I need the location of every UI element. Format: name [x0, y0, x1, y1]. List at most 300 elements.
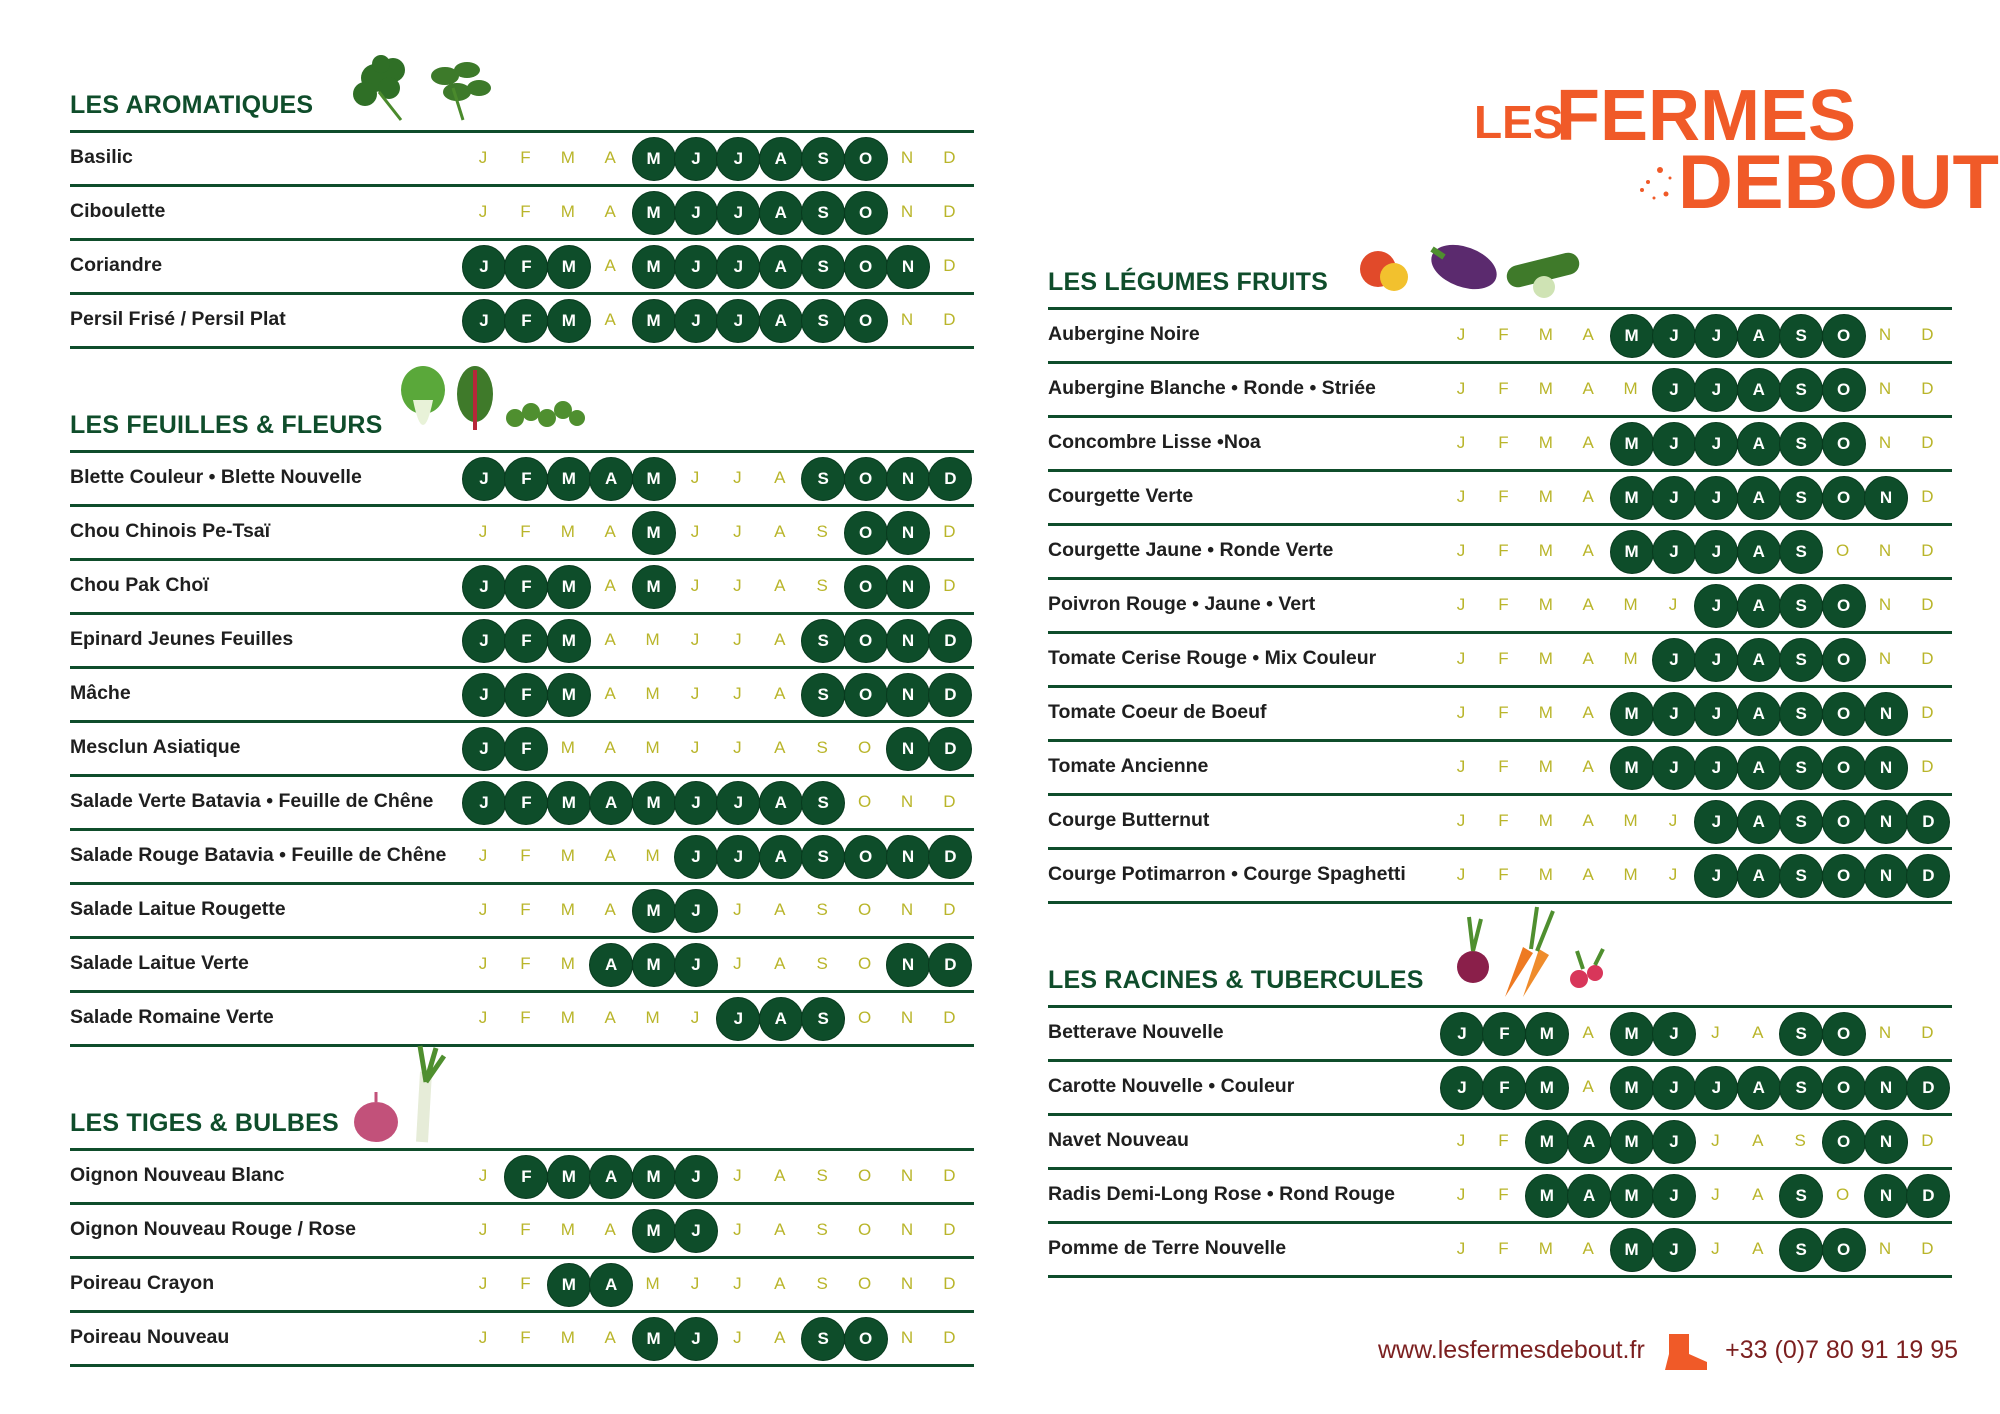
- month-availability: [462, 565, 972, 609]
- month-available: N: [1864, 1120, 1908, 1164]
- month-unavailable: M: [1538, 433, 1553, 452]
- month-available: F: [504, 565, 548, 609]
- month-unavailable: J: [1456, 703, 1466, 722]
- month-unavailable: J: [1711, 1185, 1720, 1204]
- month-unavailable: O: [857, 1220, 872, 1239]
- month-unavailable: D: [1921, 541, 1934, 560]
- product-name: Pomme de Terre Nouvelle: [1048, 1237, 1287, 1259]
- month-available: F: [504, 1155, 548, 1199]
- month-available: J: [1694, 530, 1738, 574]
- month-available: N: [886, 245, 930, 289]
- month-available: J: [462, 565, 506, 609]
- month-available: J: [1652, 1228, 1696, 1272]
- month-unavailable: M: [1538, 595, 1553, 614]
- month-available: A: [1737, 800, 1781, 844]
- month-unavailable: J: [478, 1328, 488, 1347]
- month-unavailable: S: [816, 576, 828, 595]
- month-unavailable: J: [1456, 1185, 1466, 1204]
- month-unavailable: M: [645, 684, 660, 703]
- month-unavailable: A: [604, 900, 616, 919]
- bok-choy-icon: [395, 360, 595, 452]
- month-unavailable: J: [1456, 1239, 1466, 1258]
- product-name: Tomate Cerise Rouge • Mix Couleur: [1048, 647, 1377, 669]
- month-available: O: [1822, 422, 1866, 466]
- month-unavailable: J: [733, 522, 742, 541]
- month-available: S: [801, 299, 845, 343]
- month-unavailable: J: [690, 738, 700, 757]
- month-unavailable: M: [560, 738, 575, 757]
- month-available: J: [1652, 692, 1696, 736]
- month-unavailable: J: [690, 1274, 700, 1293]
- month-available: J: [1440, 1012, 1484, 1056]
- month-unavailable: N: [900, 1008, 914, 1027]
- month-unavailable: M: [560, 522, 575, 541]
- product-row: [1048, 1116, 1952, 1170]
- month-available: A: [1737, 638, 1781, 682]
- month-unavailable: D: [943, 1328, 956, 1347]
- month-available: O: [1822, 800, 1866, 844]
- month-available: M: [632, 565, 676, 609]
- product-row: [70, 187, 974, 241]
- month-unavailable: F: [1498, 541, 1509, 560]
- month-available: S: [1779, 314, 1823, 358]
- product-name: Tomate Ancienne: [1048, 755, 1209, 777]
- month-available: O: [1822, 854, 1866, 898]
- month-available: N: [1864, 746, 1908, 790]
- product-name: Aubergine Noire: [1048, 323, 1200, 345]
- month-unavailable: M: [1538, 703, 1553, 722]
- leek-icon: [420, 1046, 444, 1142]
- month-unavailable: J: [690, 576, 700, 595]
- month-available: M: [1610, 692, 1654, 736]
- month-unavailable: A: [774, 1166, 786, 1185]
- month-availability: [1440, 1120, 1950, 1164]
- month-unavailable: M: [560, 954, 575, 973]
- month-available: J: [1694, 800, 1738, 844]
- month-available: J: [1694, 314, 1738, 358]
- month-available: A: [589, 457, 633, 501]
- month-available: F: [504, 727, 548, 771]
- month-available: S: [1779, 1012, 1823, 1056]
- month-available: J: [1652, 368, 1696, 412]
- month-unavailable: J: [478, 1008, 488, 1027]
- product-name: Oignon Nouveau Blanc: [70, 1164, 285, 1186]
- month-available: J: [674, 943, 718, 987]
- month-available: O: [844, 457, 888, 501]
- month-available: A: [1567, 1174, 1611, 1218]
- month-unavailable: S: [816, 1220, 828, 1239]
- month-unavailable: J: [733, 900, 742, 919]
- product-name: Salade Laitue Verte: [70, 952, 249, 974]
- parsley-icon: [345, 48, 505, 128]
- month-unavailable: F: [520, 1220, 531, 1239]
- phone-number[interactable]: +33 (0)7 80 91 19 95: [1725, 1336, 1958, 1364]
- month-available: M: [632, 511, 676, 555]
- month-available: J: [1652, 1174, 1696, 1218]
- month-available: J: [1694, 584, 1738, 628]
- product-name: Mâche: [70, 682, 131, 704]
- month-available: M: [547, 565, 591, 609]
- month-unavailable: F: [1498, 757, 1509, 776]
- month-unavailable: M: [1538, 811, 1553, 830]
- month-available: A: [1737, 368, 1781, 412]
- month-unavailable: J: [478, 202, 488, 221]
- product-row: [70, 1259, 974, 1313]
- month-unavailable: A: [604, 1220, 616, 1239]
- month-available: J: [462, 619, 506, 663]
- section-feuilles-fleurs: [70, 390, 974, 1047]
- month-unavailable: F: [1498, 649, 1509, 668]
- month-available: S: [801, 457, 845, 501]
- month-unavailable: O: [857, 1166, 872, 1185]
- month-available: D: [1906, 854, 1950, 898]
- product-name: Poireau Crayon: [70, 1272, 215, 1294]
- month-unavailable: A: [1582, 595, 1594, 614]
- month-unavailable: S: [816, 1166, 828, 1185]
- section-aromatiques: [70, 70, 974, 349]
- month-available: S: [1779, 746, 1823, 790]
- product-row: [1048, 634, 1952, 688]
- month-available: O: [1822, 314, 1866, 358]
- month-unavailable: N: [1878, 325, 1892, 344]
- month-available: M: [1525, 1120, 1569, 1164]
- month-available: J: [1652, 530, 1696, 574]
- month-availability: [1440, 1228, 1950, 1272]
- product-row: [70, 1205, 974, 1259]
- month-unavailable: J: [690, 630, 700, 649]
- month-unavailable: J: [733, 1166, 742, 1185]
- month-available: N: [886, 835, 930, 879]
- month-unavailable: J: [1456, 757, 1466, 776]
- month-available: J: [462, 245, 506, 289]
- month-unavailable: A: [774, 576, 786, 595]
- month-unavailable: J: [733, 1328, 742, 1347]
- month-available: J: [1694, 746, 1738, 790]
- month-available: M: [1610, 1066, 1654, 1110]
- month-available: J: [462, 727, 506, 771]
- month-unavailable: A: [774, 1220, 786, 1239]
- month-unavailable: M: [1623, 811, 1638, 830]
- month-unavailable: D: [1921, 1239, 1934, 1258]
- month-unavailable: N: [1878, 649, 1892, 668]
- product-name: Blette Couleur • Blette Nouvelle: [70, 466, 362, 488]
- product-row: [70, 241, 974, 295]
- month-available: J: [674, 1317, 718, 1361]
- month-available: M: [632, 781, 676, 825]
- month-available: F: [504, 781, 548, 825]
- month-available: J: [674, 835, 718, 879]
- month-unavailable: J: [733, 1274, 742, 1293]
- month-unavailable: A: [1582, 1239, 1594, 1258]
- month-available: M: [1525, 1012, 1569, 1056]
- month-available: J: [462, 673, 506, 717]
- month-unavailable: S: [816, 900, 828, 919]
- month-unavailable: A: [604, 630, 616, 649]
- month-unavailable: J: [1456, 865, 1466, 884]
- month-available: D: [928, 835, 972, 879]
- month-unavailable: J: [478, 1274, 488, 1293]
- month-unavailable: D: [943, 202, 956, 221]
- month-unavailable: J: [478, 1220, 488, 1239]
- month-unavailable: F: [520, 148, 531, 167]
- month-available: D: [928, 943, 972, 987]
- section-racines-tubercules: [1048, 945, 1952, 1278]
- month-available: J: [674, 299, 718, 343]
- product-name: Basilic: [70, 146, 133, 168]
- month-available: J: [674, 245, 718, 289]
- month-unavailable: A: [604, 522, 616, 541]
- month-available: A: [759, 245, 803, 289]
- month-availability: [462, 191, 972, 235]
- month-available: M: [547, 619, 591, 663]
- month-unavailable: A: [604, 684, 616, 703]
- product-row: [70, 669, 974, 723]
- product-row: [70, 133, 974, 187]
- month-available: O: [1822, 746, 1866, 790]
- month-unavailable: A: [1752, 1185, 1764, 1204]
- month-unavailable: M: [560, 900, 575, 919]
- month-unavailable: J: [1711, 1131, 1720, 1150]
- month-available: O: [844, 619, 888, 663]
- month-available: J: [1652, 1012, 1696, 1056]
- product-row: [70, 1313, 974, 1367]
- product-row: [70, 507, 974, 561]
- month-available: S: [1779, 530, 1823, 574]
- month-available: M: [547, 245, 591, 289]
- product-name: Chou Pak Choï: [70, 574, 209, 596]
- month-available: O: [1822, 638, 1866, 682]
- month-available: S: [1779, 800, 1823, 844]
- month-unavailable: N: [1878, 1023, 1892, 1042]
- month-unavailable: M: [1538, 757, 1553, 776]
- month-unavailable: N: [1878, 433, 1892, 452]
- month-available: S: [801, 1317, 845, 1361]
- month-available: A: [1737, 422, 1781, 466]
- month-unavailable: A: [774, 954, 786, 973]
- month-unavailable: N: [900, 1166, 914, 1185]
- month-unavailable: M: [560, 1008, 575, 1027]
- section-title: LES AROMATIQUES: [70, 91, 314, 119]
- month-unavailable: M: [560, 846, 575, 865]
- month-availability: [1440, 530, 1950, 574]
- month-availability: [462, 619, 972, 663]
- month-unavailable: N: [900, 792, 914, 811]
- product-name: Courgette Verte: [1048, 485, 1194, 507]
- month-available: J: [674, 889, 718, 933]
- month-unavailable: J: [733, 954, 742, 973]
- month-unavailable: A: [774, 900, 786, 919]
- month-availability: [1440, 368, 1950, 412]
- product-name: Oignon Nouveau Rouge / Rose: [70, 1218, 357, 1240]
- product-name: Ciboulette: [70, 200, 166, 222]
- month-available: J: [674, 1209, 718, 1253]
- month-unavailable: D: [1921, 379, 1934, 398]
- section-title: LES RACINES & TUBERCULES: [1048, 966, 1424, 994]
- month-unavailable: O: [857, 954, 872, 973]
- month-available: J: [462, 299, 506, 343]
- product-row: [70, 561, 974, 615]
- month-unavailable: J: [690, 1008, 700, 1027]
- month-unavailable: M: [1538, 541, 1553, 560]
- onion-icon: [350, 1042, 470, 1146]
- month-unavailable: J: [1456, 433, 1466, 452]
- month-unavailable: J: [690, 684, 700, 703]
- month-unavailable: F: [520, 202, 531, 221]
- month-unavailable: M: [1623, 865, 1638, 884]
- month-available: N: [886, 565, 930, 609]
- month-available: A: [1737, 476, 1781, 520]
- website-link[interactable]: www.lesfermesdebout.fr: [1378, 1336, 1645, 1364]
- month-available: A: [759, 835, 803, 879]
- product-row: [1048, 1008, 1952, 1062]
- month-available: A: [1737, 314, 1781, 358]
- month-unavailable: F: [1498, 1239, 1509, 1258]
- month-available: M: [632, 457, 676, 501]
- month-unavailable: M: [1538, 865, 1553, 884]
- product-row: [1048, 364, 1952, 418]
- month-availability: [462, 889, 972, 933]
- month-available: N: [1864, 800, 1908, 844]
- month-availability: [462, 781, 972, 825]
- product-name: Radis Demi-Long Rose • Rond Rouge: [1048, 1183, 1396, 1205]
- month-available: O: [844, 245, 888, 289]
- month-availability: [462, 1263, 972, 1307]
- month-available: A: [759, 137, 803, 181]
- month-availability: [462, 835, 972, 879]
- month-available: N: [1864, 476, 1908, 520]
- month-unavailable: N: [900, 148, 914, 167]
- mache-icon: [506, 401, 585, 427]
- month-available: S: [801, 619, 845, 663]
- month-available: O: [844, 1317, 888, 1361]
- month-unavailable: J: [1456, 1131, 1466, 1150]
- section-rows: [1048, 1008, 1952, 1278]
- month-unavailable: J: [1668, 865, 1678, 884]
- carrot-icon: [1505, 907, 1553, 997]
- month-available: A: [759, 997, 803, 1041]
- month-available: J: [716, 781, 760, 825]
- basil-icon: [431, 62, 491, 101]
- month-unavailable: S: [816, 522, 828, 541]
- month-unavailable: O: [1835, 541, 1850, 560]
- month-unavailable: A: [604, 202, 616, 221]
- month-unavailable: D: [943, 148, 956, 167]
- month-available: O: [844, 511, 888, 555]
- month-available: J: [1652, 476, 1696, 520]
- month-available: M: [632, 137, 676, 181]
- month-available: A: [1737, 692, 1781, 736]
- month-available: J: [1694, 638, 1738, 682]
- month-available: M: [632, 1209, 676, 1253]
- month-unavailable: M: [560, 1220, 575, 1239]
- footer: [1378, 1332, 1958, 1372]
- month-available: J: [674, 1155, 718, 1199]
- product-name: Coriandre: [70, 254, 163, 276]
- product-name: Poireau Nouveau: [70, 1326, 230, 1348]
- month-availability: [1440, 422, 1950, 466]
- month-unavailable: M: [1538, 379, 1553, 398]
- month-unavailable: A: [1582, 757, 1594, 776]
- month-unavailable: D: [1921, 649, 1934, 668]
- logo-splatter-icon: [1640, 167, 1672, 200]
- product-name: Courge Potimarron • Courge Spaghetti: [1048, 863, 1406, 885]
- month-unavailable: D: [1921, 325, 1934, 344]
- month-availability: [462, 943, 972, 987]
- product-name: Mesclun Asiatique: [70, 736, 241, 758]
- month-unavailable: A: [774, 1274, 786, 1293]
- month-available: J: [1694, 368, 1738, 412]
- month-unavailable: D: [1921, 757, 1934, 776]
- month-available: O: [844, 137, 888, 181]
- month-availability: [462, 137, 972, 181]
- month-unavailable: D: [943, 576, 956, 595]
- month-unavailable: J: [733, 684, 742, 703]
- month-availability: [462, 997, 972, 1041]
- month-available: M: [632, 1155, 676, 1199]
- month-available: M: [1610, 1012, 1654, 1056]
- month-unavailable: J: [733, 1220, 742, 1239]
- section-title: LES LÉGUMES FRUITS: [1048, 268, 1329, 296]
- month-unavailable: N: [1878, 595, 1892, 614]
- month-available: M: [1610, 1120, 1654, 1164]
- month-unavailable: S: [816, 1274, 828, 1293]
- product-row: [70, 295, 974, 349]
- month-available: S: [1779, 1066, 1823, 1110]
- month-unavailable: J: [690, 468, 700, 487]
- product-row: [1048, 796, 1952, 850]
- month-unavailable: J: [478, 522, 488, 541]
- month-unavailable: A: [774, 738, 786, 757]
- month-available: A: [1737, 746, 1781, 790]
- month-availability: [1440, 746, 1950, 790]
- month-unavailable: F: [1498, 811, 1509, 830]
- month-unavailable: F: [520, 1328, 531, 1347]
- month-available: M: [632, 1317, 676, 1361]
- month-available: M: [547, 1155, 591, 1199]
- month-unavailable: D: [943, 310, 956, 329]
- month-available: A: [589, 1155, 633, 1199]
- month-unavailable: J: [1711, 1239, 1720, 1258]
- month-available: A: [589, 781, 633, 825]
- month-unavailable: J: [1456, 379, 1466, 398]
- month-available: M: [1525, 1066, 1569, 1110]
- month-available: O: [844, 673, 888, 717]
- month-unavailable: A: [1582, 811, 1594, 830]
- month-availability: [1440, 638, 1950, 682]
- month-availability: [462, 1209, 972, 1253]
- brand-logo: [1470, 70, 1999, 225]
- month-available: F: [504, 299, 548, 343]
- month-available: A: [1737, 530, 1781, 574]
- section-header: [1048, 247, 1952, 310]
- month-available: S: [1779, 1228, 1823, 1272]
- month-unavailable: A: [604, 148, 616, 167]
- product-name: Salade Laitue Rougette: [70, 898, 286, 920]
- month-availability: [462, 1317, 972, 1361]
- month-available: F: [504, 619, 548, 663]
- month-available: A: [759, 781, 803, 825]
- month-unavailable: A: [1582, 325, 1594, 344]
- month-unavailable: N: [1878, 379, 1892, 398]
- month-available: J: [1652, 422, 1696, 466]
- month-available: S: [801, 137, 845, 181]
- month-available: O: [844, 191, 888, 235]
- month-unavailable: N: [900, 1274, 914, 1293]
- month-available: O: [1822, 692, 1866, 736]
- month-unavailable: S: [1794, 1131, 1806, 1150]
- month-available: J: [1652, 746, 1696, 790]
- month-availability: [1440, 1012, 1950, 1056]
